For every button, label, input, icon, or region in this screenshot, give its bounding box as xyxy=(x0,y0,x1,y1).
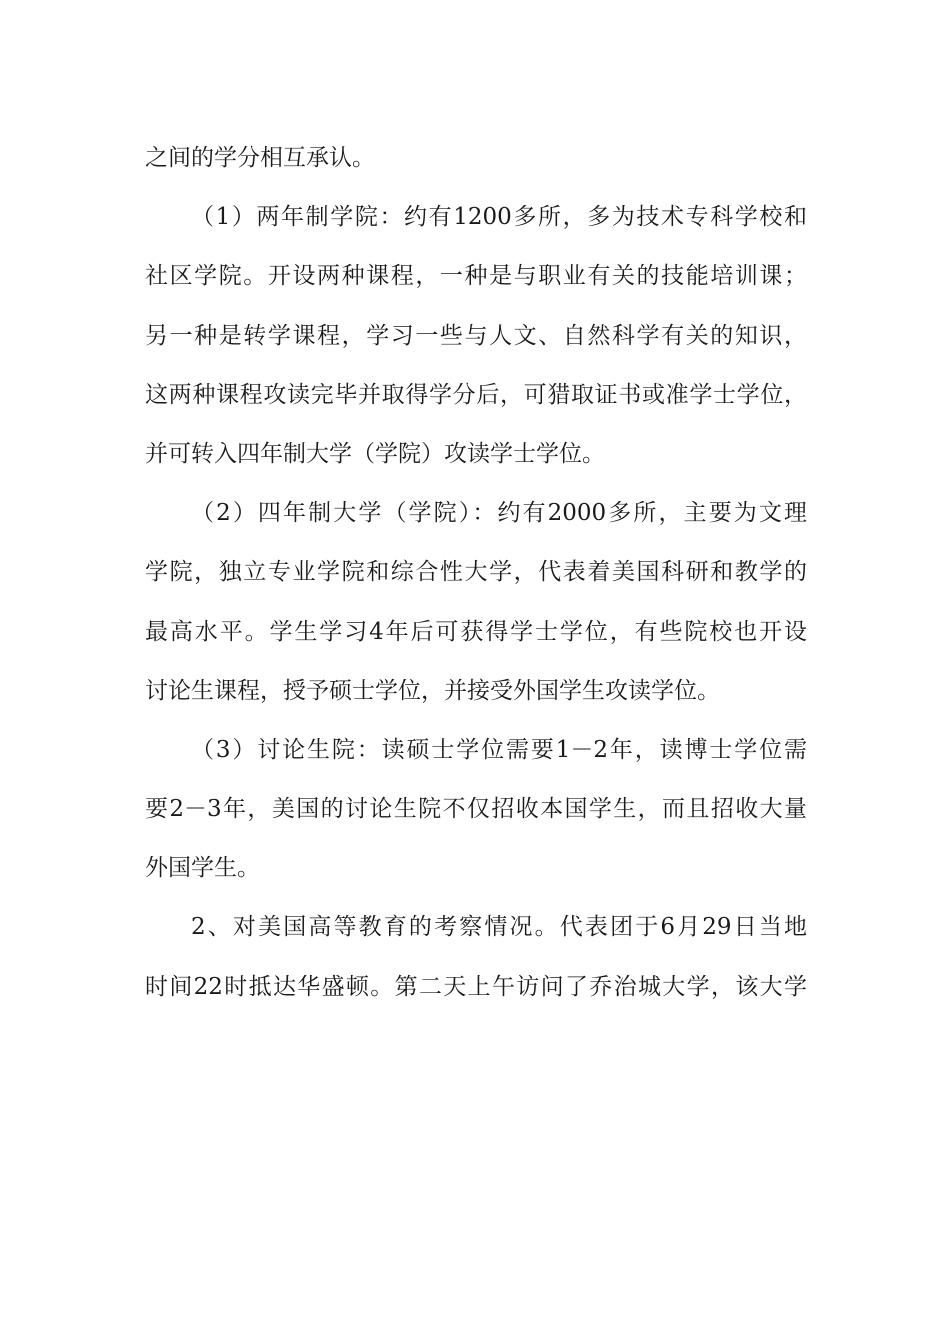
document-body xyxy=(145,129,807,1017)
text-line: 要2－3年，美国的讨论生院不仅招收本国学生，而且招收大量 xyxy=(145,796,807,823)
text-line: 学院，独立专业学院和综合性大学，代表着美国科研和教学的 xyxy=(145,559,807,586)
text-line: 之间的学分相互承认。 xyxy=(145,145,375,171)
text-line: 最高水平。学生学习4年后可获得学士学位，有些院校也开设 xyxy=(145,618,807,645)
text-line: 讨论生课程，授予硕士学位，并接受外国学生攻读学位。 xyxy=(145,677,720,704)
text-line: （2）四年制大学（学院）：约有2000多所，主要为文理 xyxy=(191,500,807,527)
text-line: 时间22时抵达华盛顿。第二天上午访问了乔治城大学，该大学 xyxy=(145,973,807,1000)
text-line: 2、对美国高等教育的考察情况。代表团于6月29日当地 xyxy=(191,914,807,941)
text-line: 社区学院。开设两种课程，一种是与职业有关的技能培训课； xyxy=(145,263,807,290)
text-line: 另一种是转学课程，学习一些与人文、自然科学有关的知识， xyxy=(145,322,807,349)
text-line: 并可转入四年制大学（学院）攻读学士学位。 xyxy=(145,440,605,467)
text-line: （3）讨论生院：读硕士学位需要1－2年，读博士学位需 xyxy=(191,736,807,763)
text-line: （1）两年制学院：约有1200多所，多为技术专科学校和 xyxy=(191,204,807,231)
text-line: 外国学生。 xyxy=(145,855,260,882)
text-line: 这两种课程攻读完毕并取得学分后，可猎取证书或准学士学位， xyxy=(145,381,807,408)
